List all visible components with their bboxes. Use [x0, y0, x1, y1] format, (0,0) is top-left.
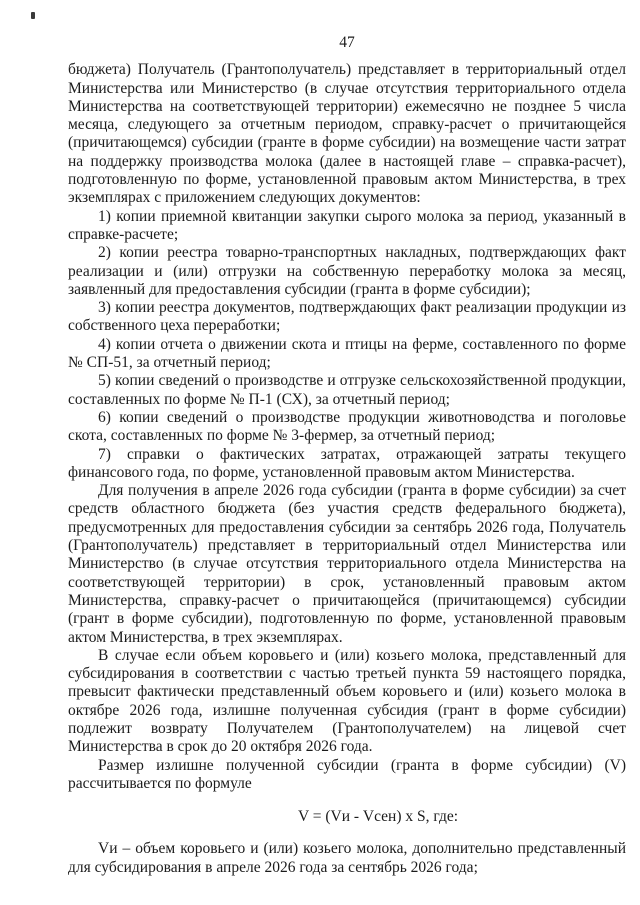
doc-list-item-2: 2) копии реестра товарно-транспортных накладных, подтверждающих факт реализации и (или) отгрузки на собственную переработку молока за месяц, заявленный для предоставления субсидии (гранта в форме субсидии); [68, 244, 626, 298]
formula-line: V = (Vи - Vсен) х S, где: [297, 808, 459, 826]
paragraph-excess-return: В случае если объем коровьего и (или) козьего молока, представленный для субсидирования в соответствии с частью третьей пункта 59 настоящего порядка, превысит фактически представленный объем коровьего и (или) козьего молока в октябре 2026 года, излишне полученная субсидия (грант в форме субсидии) подлежит возврату Получателем (Грантополучателем) на лицевой счет Министерства в срок до 20 октября 2026 года. [68, 646, 626, 756]
doc-list-item-5: 5) копии сведений о производстве и отгрузке сельскохозяйственной продукции, составленных по форме № П-1 (СХ), за отчетный период; [68, 372, 626, 408]
paragraph-formula-intro: Размер излишне полученной субсидии (гранта в форме субсидии) (V) рассчитывается по формуле [68, 756, 626, 792]
doc-list-item-4: 4) копии отчета о движении скота и птицы на ферме, составленного по форме № СП-51, за отчетный период; [68, 335, 626, 372]
doc-list-item-7: 7) справки о фактических затратах, отражающей затраты текущего финансового года, по форме, установленной правовым актом Министерства. [68, 445, 626, 481]
paragraph-continuation: бюджета) Получатель (Грантополучатель) представляет в территориальный отдел Министерства или Министерство (в случае отсутствия территориального отдела Министерства на соответствующей территории) ежемесячно не позднее 5 числа месяца, следующего за отчетным периодом, справку-расчет о причитающейся (причитающемся) субсидии (гранте в форме субсидии) на возмещение части затрат на поддержку производства молока (далее в настоящей главе – справка-расчет), подготовленную по форме, установленной правовым актом Министерства, в трех экземплярах с приложением следующих документов: [68, 61, 626, 207]
page-number: 47 [339, 34, 355, 51]
scan-artifact-speck [31, 12, 35, 19]
text-column [68, 34, 626, 877]
doc-list-item-6: 6) копии сведений о производстве продукции животноводства и поголовье скота, составленных по форме № 3-фермер, за отчетный период; [68, 408, 626, 445]
definition-vi: Vи – объем коровьего и (или) козьего молока, дополнительно представленный для субсидирования в апреле 2026 года за сентябрь 2026 года; [68, 840, 626, 876]
paragraph-april-subsidy: Для получения в апреле 2026 года субсидии (гранта в форме субсидии) за счет средств областного бюджета (без участия средств федерального бюджета), предусмотренных для предоставления субсидии за сентябрь 2026 года, Получатель (Грантополучатель) представляет в территориальный отдел Министерства или Министерство (в случае отсутствия территориального отдела Министерства на соответствующей территории) в срок, установленный правовым актом Министерства, справку-расчет о причитающейся (причитающемся) субсидии (грант в форме субсидии), подготовленную по форме, установленной правовым актом Министерства, в трех экземплярах. [68, 482, 626, 646]
doc-list-item-1: 1) копии приемной квитанции закупки сырого молока за период, указанный в справке-расчете; [68, 207, 626, 243]
doc-list-item-3: 3) копии реестра документов, подтверждающих факт реализации продукции из собственного цеха переработки; [68, 299, 626, 335]
